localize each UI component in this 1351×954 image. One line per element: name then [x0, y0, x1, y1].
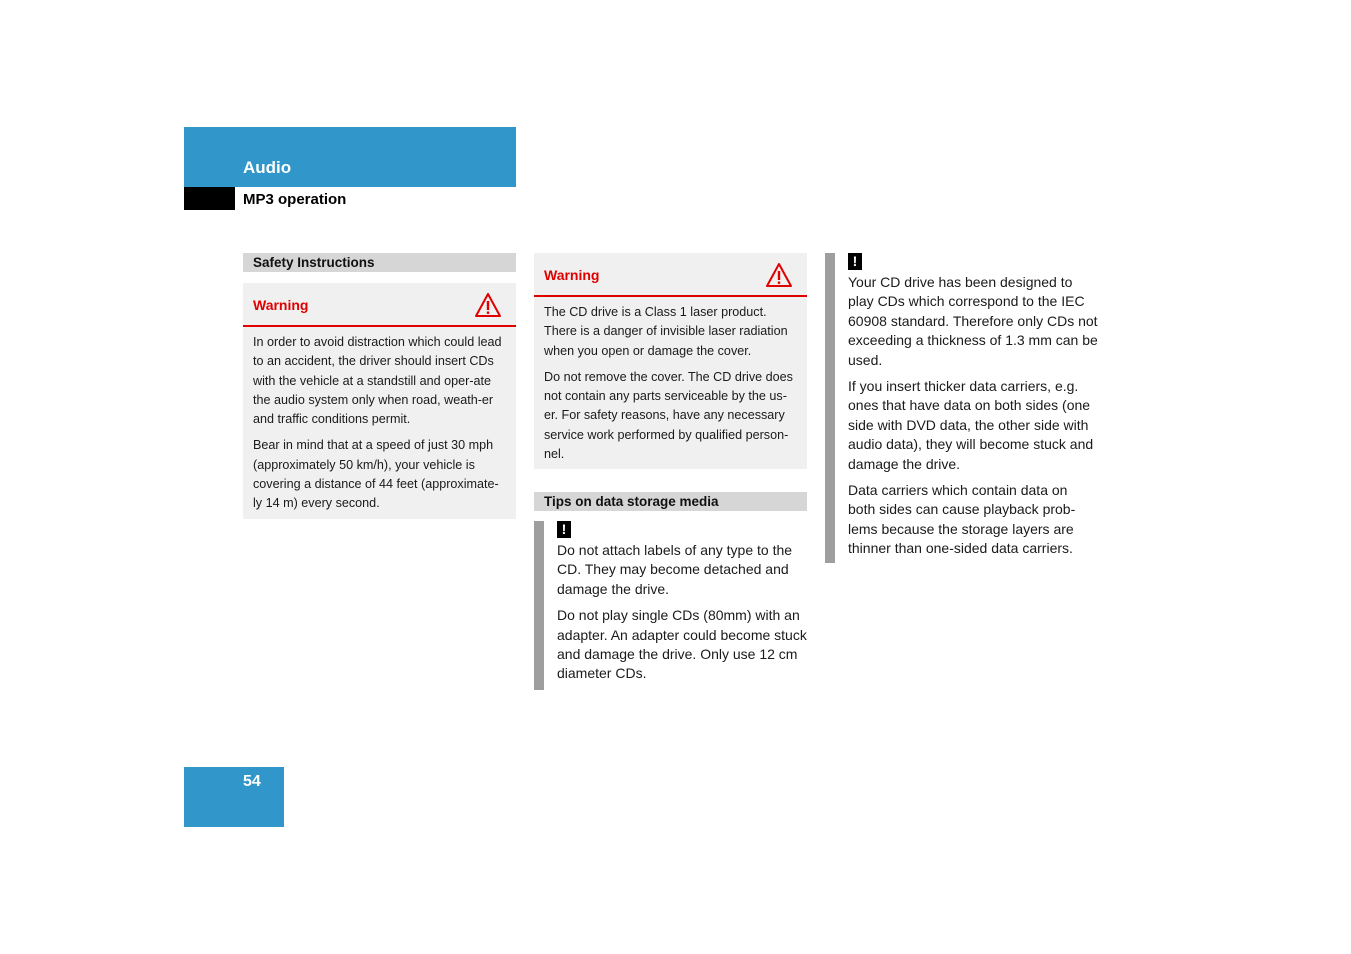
note-paragraph: Your CD drive has been designed to play CDs which correspond to the IEC 60908 standard. Therefore only CDs not exceeding a thickness of 1.3 mm can be used.: [848, 274, 1098, 368]
note-paragraph: Do not play single CDs (80mm) with an adapter. An adapter could become stuck and damage the drive. Only use 12 cm diameter CDs.: [557, 607, 807, 682]
header-bar: [184, 127, 516, 187]
page-number-box: [184, 767, 284, 827]
warning-body: [534, 297, 807, 477]
note-body: [848, 273, 1098, 566]
safety-instructions-heading: Safety Instructions: [243, 253, 516, 272]
laser-warning-box: [534, 253, 807, 469]
safety-warning-box: [243, 283, 516, 519]
warning-label: Warning: [253, 297, 309, 313]
section-marker: [184, 187, 235, 210]
labels-adapter-note: [534, 521, 807, 690]
note-paragraph: Data carriers which contain data on both sides can cause playback prob-lems because the storage layers are thinner than one-sided data carriers.: [848, 482, 1076, 557]
cd-standard-note: [825, 253, 1100, 563]
note-side-bar: [825, 253, 835, 563]
note-paragraph: Do not attach labels of any type to the CD. They may become detached and damage the drive.: [557, 542, 793, 597]
warning-paragraph: In order to avoid distraction which could lead to an accident, the driver should insert CDs with the vehicle at a standstill and oper-ate the audio system only when road, weath-er and traffic conditions permit.: [253, 335, 502, 427]
warning-header: [534, 253, 807, 297]
warning-paragraph: The CD drive is a Class 1 laser product. There is a danger of invisible laser radiation when you open or damage the cover.: [544, 305, 788, 358]
exclamation-icon: !: [848, 253, 862, 270]
data-storage-tips-heading: Tips on data storage media: [534, 492, 807, 511]
warning-paragraph: Do not remove the cover. The CD drive does not contain any parts serviceable by the us-er. For safety reasons, have any necessary service work performed by qualified person-nel.: [544, 369, 793, 462]
warning-body: [243, 327, 516, 527]
note-paragraph: If you insert thicker data carriers, e.g. ones that have data on both sides (one side with DVD data, the other side with audio data), they will become stuck and damage the drive.: [848, 378, 1094, 472]
warning-paragraph: Bear in mind that at a speed of just 30 mph (approximately 50 km/h), your vehicle is covering a distance of 44 feet (approximate-ly 14 m) every second.: [253, 438, 499, 511]
chapter-title: Audio: [243, 158, 292, 177]
warning-triangle-icon: [474, 292, 502, 318]
note-side-bar: [534, 521, 544, 690]
warning-triangle-icon: [765, 262, 793, 288]
warning-label: Warning: [544, 267, 600, 283]
exclamation-icon: !: [557, 521, 571, 538]
warning-header: [243, 283, 516, 327]
section-subtitle: MP3 operation: [243, 191, 347, 208]
note-body: [557, 541, 807, 691]
page-number: 54: [243, 773, 261, 790]
